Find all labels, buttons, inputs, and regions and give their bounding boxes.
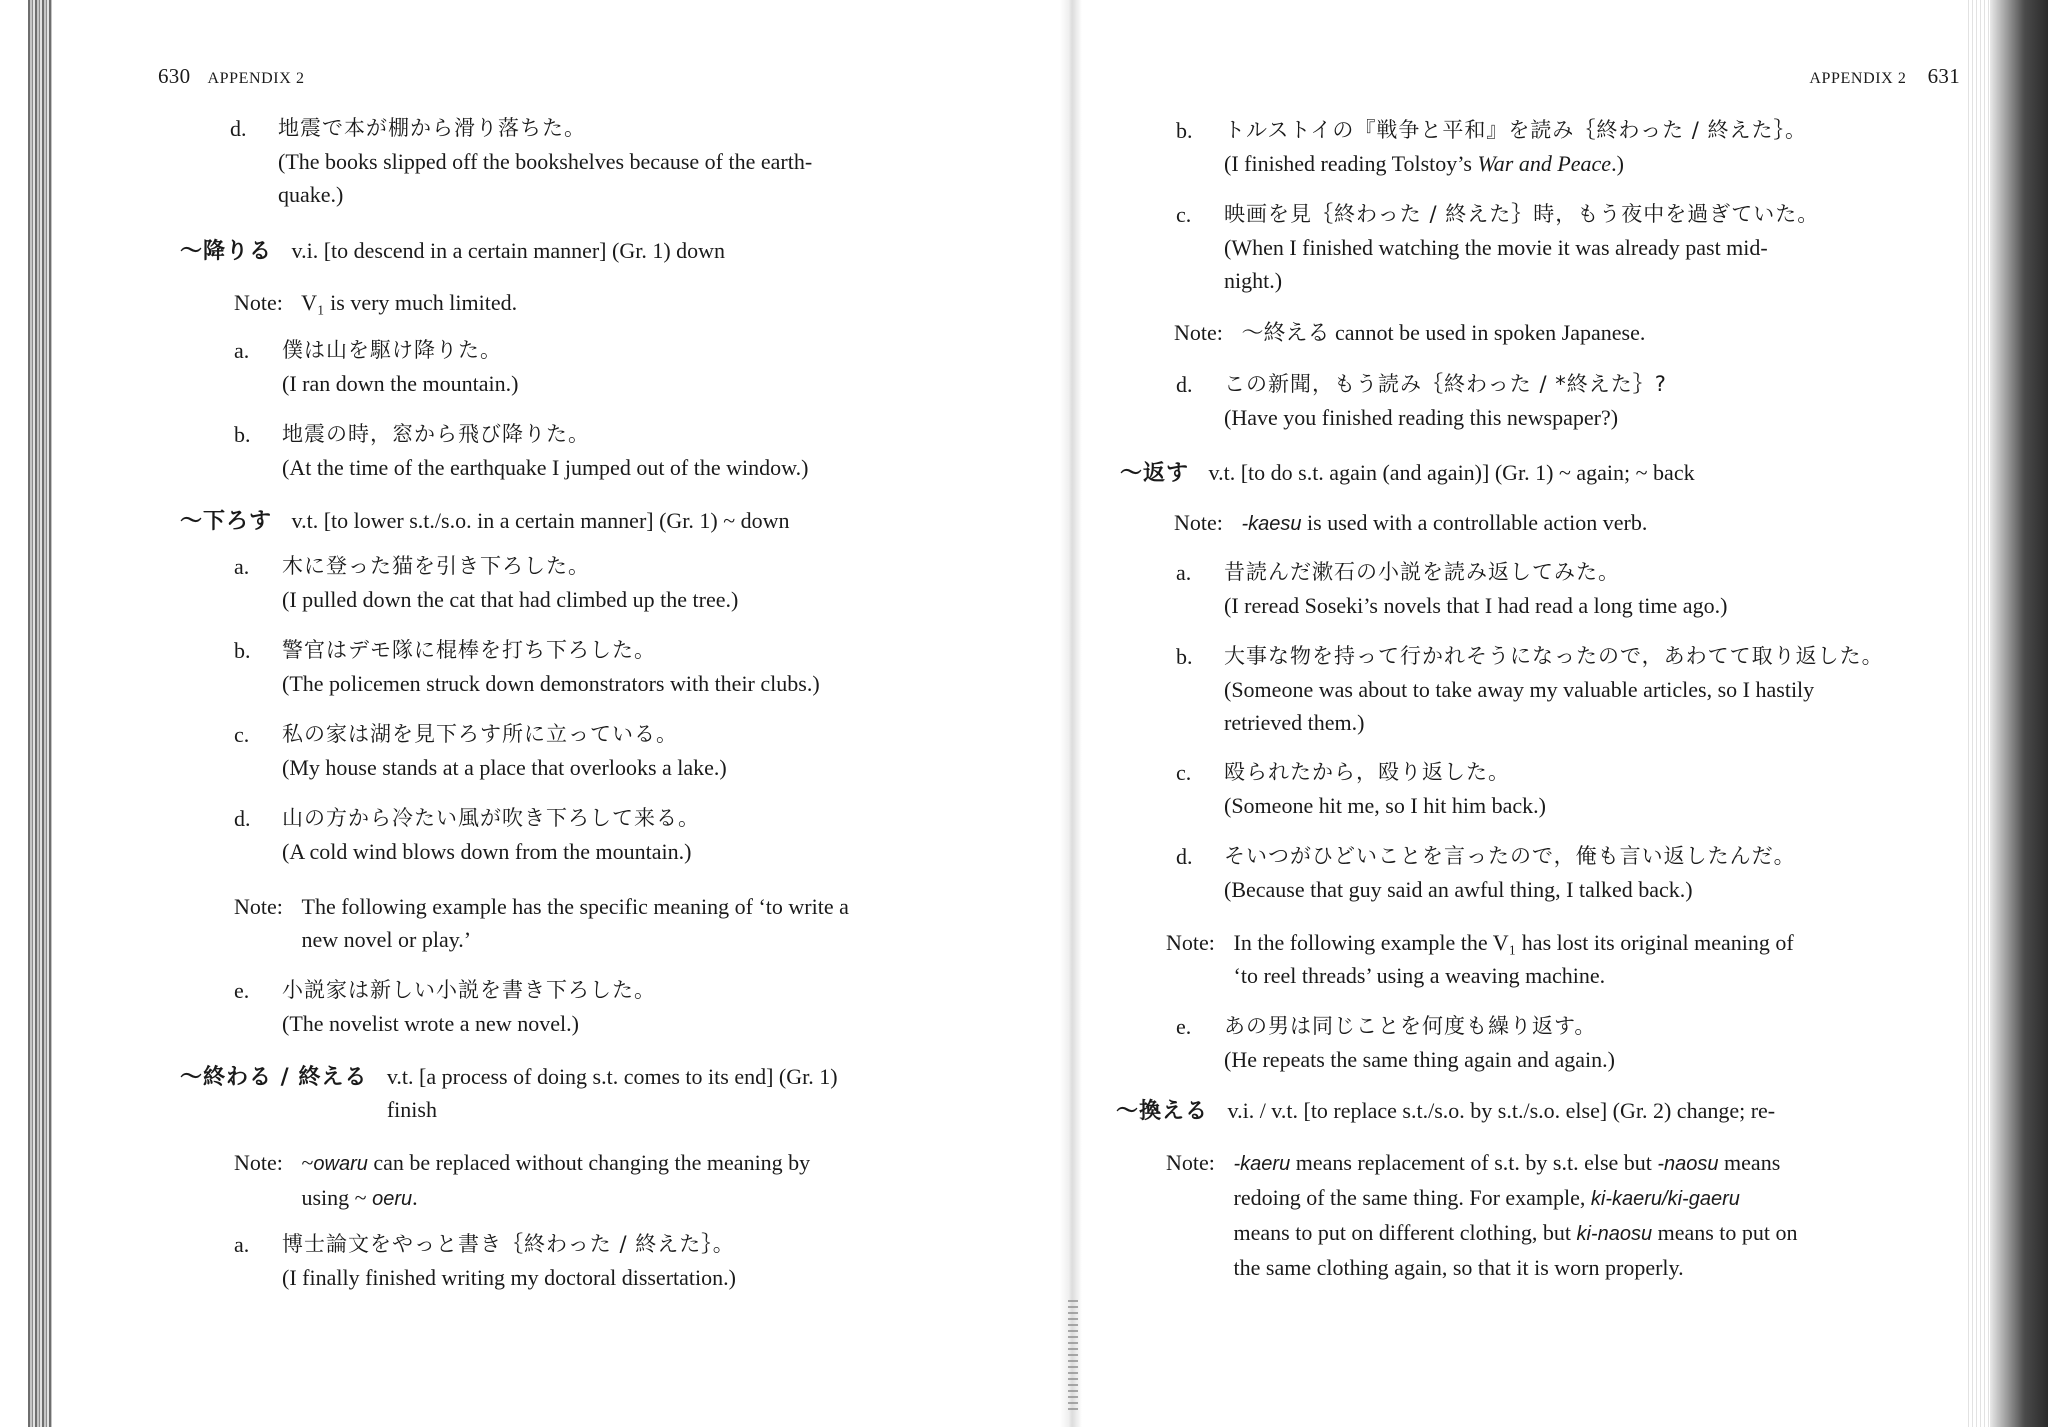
example-a	[1176, 556, 1986, 622]
scan-artifact	[1068, 1300, 1078, 1410]
example-english: (My house stands at a place that overlooks a lake.)	[282, 755, 727, 780]
example-english: (Because that guy said an awful thing, I talked back.)	[1224, 877, 1693, 902]
entry-oriru	[180, 234, 725, 268]
note-fragment: means replacement of s.t. by s.t. else but	[1290, 1150, 1658, 1175]
note-term: -kaeru	[1233, 1153, 1291, 1175]
example-japanese: 警官はデモ隊に棍棒を打ち下ろした。	[282, 638, 656, 662]
example-label: b.	[1176, 118, 1193, 143]
note-label: Note:	[1174, 320, 1223, 345]
example-e	[1176, 1010, 1986, 1076]
note-term: owaru	[313, 1153, 368, 1175]
entry-definition: v.t. [to do s.t. again (and again)] (Gr. 1) ~ again; ~ back	[1208, 460, 1695, 485]
book-title: War and Peace	[1477, 151, 1612, 176]
note-fragment: ~	[301, 1150, 314, 1175]
example-label: c.	[1176, 760, 1192, 785]
note-line: ‘to reel threads’ using a weaving machine.	[1233, 963, 1606, 988]
example-japanese: この新聞，もう読み｛終わった / *終えた｝?	[1224, 372, 1667, 396]
note-text	[1242, 510, 1648, 535]
example-label: d.	[230, 116, 247, 141]
note-orosu	[234, 890, 1054, 956]
example-english: (When I finished watching the movie it was already past mid-	[1224, 235, 1768, 260]
note-line: new novel or play.’	[301, 927, 472, 952]
note-kaesu-2	[1166, 926, 1986, 992]
note-line: the same clothing again, so that it is worn properly.	[1233, 1255, 1684, 1280]
example-english-cont: quake.)	[278, 182, 344, 207]
example-label: e.	[1176, 1014, 1192, 1039]
example-english: (Someone hit me, so I hit him back.)	[1224, 793, 1546, 818]
entry-definition: v.i. [to descend in a certain manner] (Gr. 1) down	[291, 238, 726, 263]
example-label: a.	[234, 1232, 250, 1257]
example-japanese: 博士論文をやっと書き｛終わった / 終えた｝。	[282, 1232, 735, 1256]
entry-headword: 〜換える	[1116, 1099, 1209, 1124]
example-japanese: 映画を見｛終わった / 終えた｝時，もう夜中を過ぎていた。	[1224, 202, 1820, 226]
note-kaeru	[1166, 1146, 1986, 1284]
entry-kaesu	[1120, 456, 1695, 490]
example-d	[230, 112, 1030, 211]
note-line: In the following example the V₁ has lost its original meaning of	[1233, 930, 1794, 955]
note-fragment: is used with a controllable action verb.	[1301, 510, 1648, 535]
example-b	[1176, 640, 1986, 739]
entry-definition: v.t. [to lower s.t./s.o. in a certain manner] (Gr. 1) ~ down	[291, 508, 790, 533]
note-term: ki-naosu	[1576, 1223, 1653, 1245]
entry-headword: 〜降りる	[180, 239, 273, 264]
example-japanese: 小説家は新しい小説を書き下ろした。	[282, 978, 656, 1002]
example-c	[234, 718, 1054, 784]
entry-kaeru	[1116, 1094, 1775, 1128]
note-text	[1234, 926, 1794, 992]
example-english: (I pulled down the cat that had climbed up the tree.)	[282, 587, 739, 612]
note-fragment: redoing of the same thing. For example,	[1233, 1185, 1591, 1210]
example-english: (I reread Soseki’s novels that I had read a long time ago.)	[1224, 593, 1728, 618]
example-d	[1176, 840, 1986, 906]
example-label: c.	[1176, 202, 1192, 227]
page-header	[1809, 64, 1960, 89]
note-fragment: means to put on different clothing, but	[1233, 1220, 1577, 1245]
example-english: (The novelist wrote a new novel.)	[282, 1011, 579, 1036]
example-label: a.	[234, 554, 250, 579]
example-label: d.	[234, 806, 251, 831]
english-fragment: (I finished reading Tolstoy’s	[1224, 151, 1478, 176]
example-label: b.	[234, 638, 251, 663]
note-label: Note:	[1166, 930, 1215, 955]
note-line: The following example has the specific meaning of ‘to write a	[301, 894, 849, 919]
note-text: 〜終える cannot be used in spoken Japanese.	[1241, 320, 1646, 345]
example-japanese: トルストイの『戦争と平和』を読み｛終わった / 終えた｝。	[1224, 118, 1808, 142]
example-japanese: 僕は山を駆け降りた。	[282, 338, 502, 362]
example-english: (Someone was about to take away my valuable articles, so I hastily	[1224, 677, 1815, 702]
example-label: b.	[234, 422, 251, 447]
example-japanese: 山の方から冷たい風が吹き下ろして来る。	[282, 806, 700, 830]
note-text: V₁ is very much limited.	[301, 290, 518, 315]
entry-definition: v.i. / v.t. [to replace s.t./s.o. by s.t./s.o. else] (Gr. 2) change; re-	[1227, 1098, 1776, 1123]
example-d	[234, 802, 1054, 868]
page-number: 630	[158, 64, 191, 88]
example-japanese: あの男は同じことを何度も繰り返す。	[1224, 1014, 1597, 1038]
example-label: a.	[234, 338, 250, 363]
note-term: ki-kaeru/ki-gaeru	[1590, 1188, 1740, 1210]
example-a	[234, 550, 1054, 616]
example-c	[1176, 198, 1986, 297]
note-fragment: using ~	[301, 1185, 367, 1210]
example-english: (At the time of the earthquake I jumped out of the window.)	[282, 455, 809, 480]
example-e	[234, 974, 1054, 1040]
left-page	[60, 0, 1060, 1427]
example-japanese: そいつがひどいことを言ったので，俺も言い返したんだ。	[1224, 844, 1796, 868]
entry-headword: 〜終わる / 終える	[180, 1065, 368, 1090]
note-label: Note:	[234, 1150, 283, 1175]
example-english	[1224, 147, 1976, 180]
example-japanese: 大事な物を持って行かれそうになったので，あわてて取り返した。	[1224, 644, 1884, 668]
example-label: e.	[234, 978, 250, 1003]
definition-line: finish	[386, 1097, 437, 1122]
note-text	[1234, 1146, 1798, 1284]
example-a	[234, 1228, 1054, 1294]
example-c	[1176, 756, 1986, 822]
example-japanese: 木に登った猫を引き下ろした。	[282, 554, 590, 578]
page-header	[158, 64, 305, 89]
example-english: (A cold wind blows down from the mountain.)	[282, 839, 692, 864]
entry-owaru	[180, 1060, 1040, 1126]
section-title: APPENDIX 2	[207, 70, 305, 87]
example-japanese: 私の家は湖を見下ろす所に立っている。	[282, 722, 678, 746]
note-fragment: means to put on	[1652, 1220, 1798, 1245]
example-japanese: 地震の時，窓から飛び降りた。	[282, 422, 590, 446]
example-english-cont: night.)	[1224, 268, 1283, 293]
example-japanese: 殴られたから，殴り返した。	[1224, 760, 1510, 784]
note-kaesu	[1174, 506, 1984, 541]
example-japanese: 昔読んだ漱石の小説を読み返してみた。	[1224, 560, 1620, 584]
note-fragment: can be replaced without changing the meaning by	[367, 1150, 811, 1175]
note-label: Note:	[1174, 510, 1223, 535]
example-label: b.	[1176, 644, 1193, 669]
note-fragment: .	[412, 1185, 418, 1210]
page-number: 631	[1927, 64, 1960, 88]
scan-edge-left	[28, 0, 52, 1427]
scan-edge-right	[1990, 0, 2048, 1427]
example-label: c.	[234, 722, 250, 747]
example-a	[234, 334, 1054, 400]
entry-headword: 〜下ろす	[180, 509, 273, 534]
note-oriru	[234, 286, 517, 319]
example-english-cont: retrieved them.)	[1224, 710, 1365, 735]
example-english: (The books slipped off the bookshelves because of the earth-	[278, 149, 813, 174]
example-label: d.	[1176, 372, 1193, 397]
note-label: Note:	[234, 894, 283, 919]
example-b	[1176, 114, 1976, 180]
note-term: oeru	[372, 1188, 413, 1210]
note-owaru	[234, 1146, 1054, 1216]
example-english: (The policemen struck down demonstrators with their clubs.)	[282, 671, 820, 696]
note-label: Note:	[234, 290, 283, 315]
example-b	[234, 418, 1054, 484]
english-fragment: .)	[1611, 151, 1624, 176]
entry-orosu	[180, 504, 790, 538]
example-english: (He repeats the same thing again and again.)	[1224, 1047, 1615, 1072]
note-term: -kaesu	[1241, 513, 1302, 535]
example-label: a.	[1176, 560, 1192, 585]
right-page	[1090, 0, 1990, 1427]
example-english: (Have you finished reading this newspaper?)	[1224, 405, 1619, 430]
note-text	[302, 1146, 811, 1216]
book-gutter	[1060, 0, 1082, 1427]
example-b	[234, 634, 1054, 700]
note-label: Note:	[1166, 1150, 1215, 1175]
example-english: (I finally finished writing my doctoral dissertation.)	[282, 1265, 736, 1290]
note-term: -naosu	[1657, 1153, 1719, 1175]
example-label: d.	[1176, 844, 1193, 869]
example-japanese: 地震で本が棚から滑り落ちた。	[278, 116, 586, 140]
section-title: APPENDIX 2	[1809, 70, 1907, 87]
entry-headword: 〜返す	[1120, 461, 1190, 486]
example-english: (I ran down the mountain.)	[282, 371, 519, 396]
definition-line: v.t. [a process of doing s.t. comes to its end] (Gr. 1)	[386, 1064, 838, 1089]
entry-definition	[387, 1060, 838, 1126]
note-oeru	[1174, 316, 1984, 349]
example-d	[1176, 368, 1986, 434]
note-fragment: means	[1718, 1150, 1781, 1175]
note-text	[302, 890, 849, 956]
